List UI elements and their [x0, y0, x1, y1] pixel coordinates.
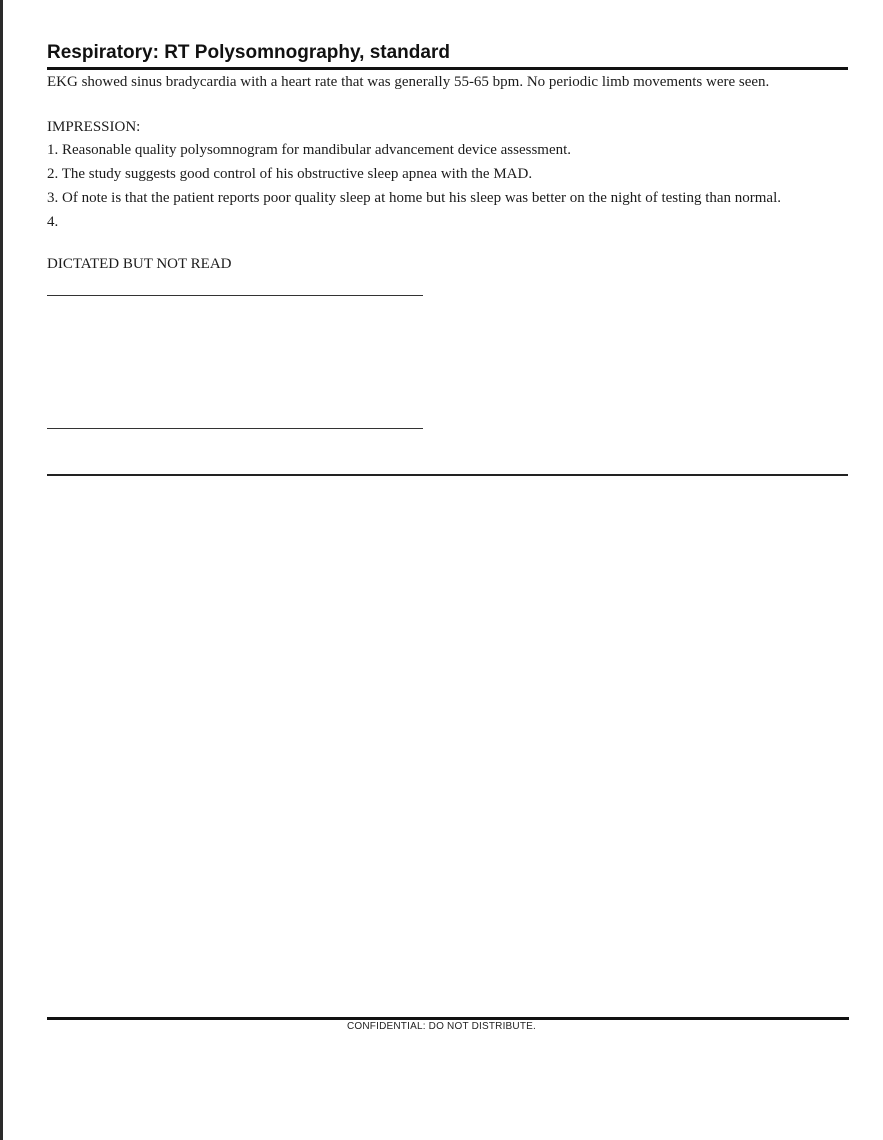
- signature-line: [47, 295, 423, 296]
- document-title: Respiratory: RT Polysomnography, standard: [47, 42, 450, 63]
- section-divider: [47, 474, 848, 476]
- impression-item-2: 2. The study suggests good control of his obstructive sleep apnea with the MAD.: [47, 166, 533, 182]
- ekg-findings: EKG showed sinus bradycardia with a heart rate that was generally 55-65 bpm. No periodic limb movements were seen.: [47, 74, 770, 90]
- impression-heading: IMPRESSION:: [47, 119, 141, 135]
- signature-line-secondary: [47, 428, 423, 429]
- impression-item-4: 4.: [47, 214, 59, 230]
- footer-divider: [47, 1017, 849, 1020]
- impression-item-1: 1. Reasonable quality polysomnogram for mandibular advancement device assessment.: [47, 142, 572, 158]
- page-edge-shadow: [0, 0, 3, 1140]
- title-divider: [47, 67, 848, 70]
- dictation-status: DICTATED BUT NOT READ: [47, 256, 232, 272]
- confidentiality-notice: CONFIDENTIAL: DO NOT DISTRIBUTE.: [346, 1021, 536, 1032]
- impression-item-3: 3. Of note is that the patient reports poor quality sleep at home but his sleep was better on the night of testing than normal.: [47, 190, 782, 206]
